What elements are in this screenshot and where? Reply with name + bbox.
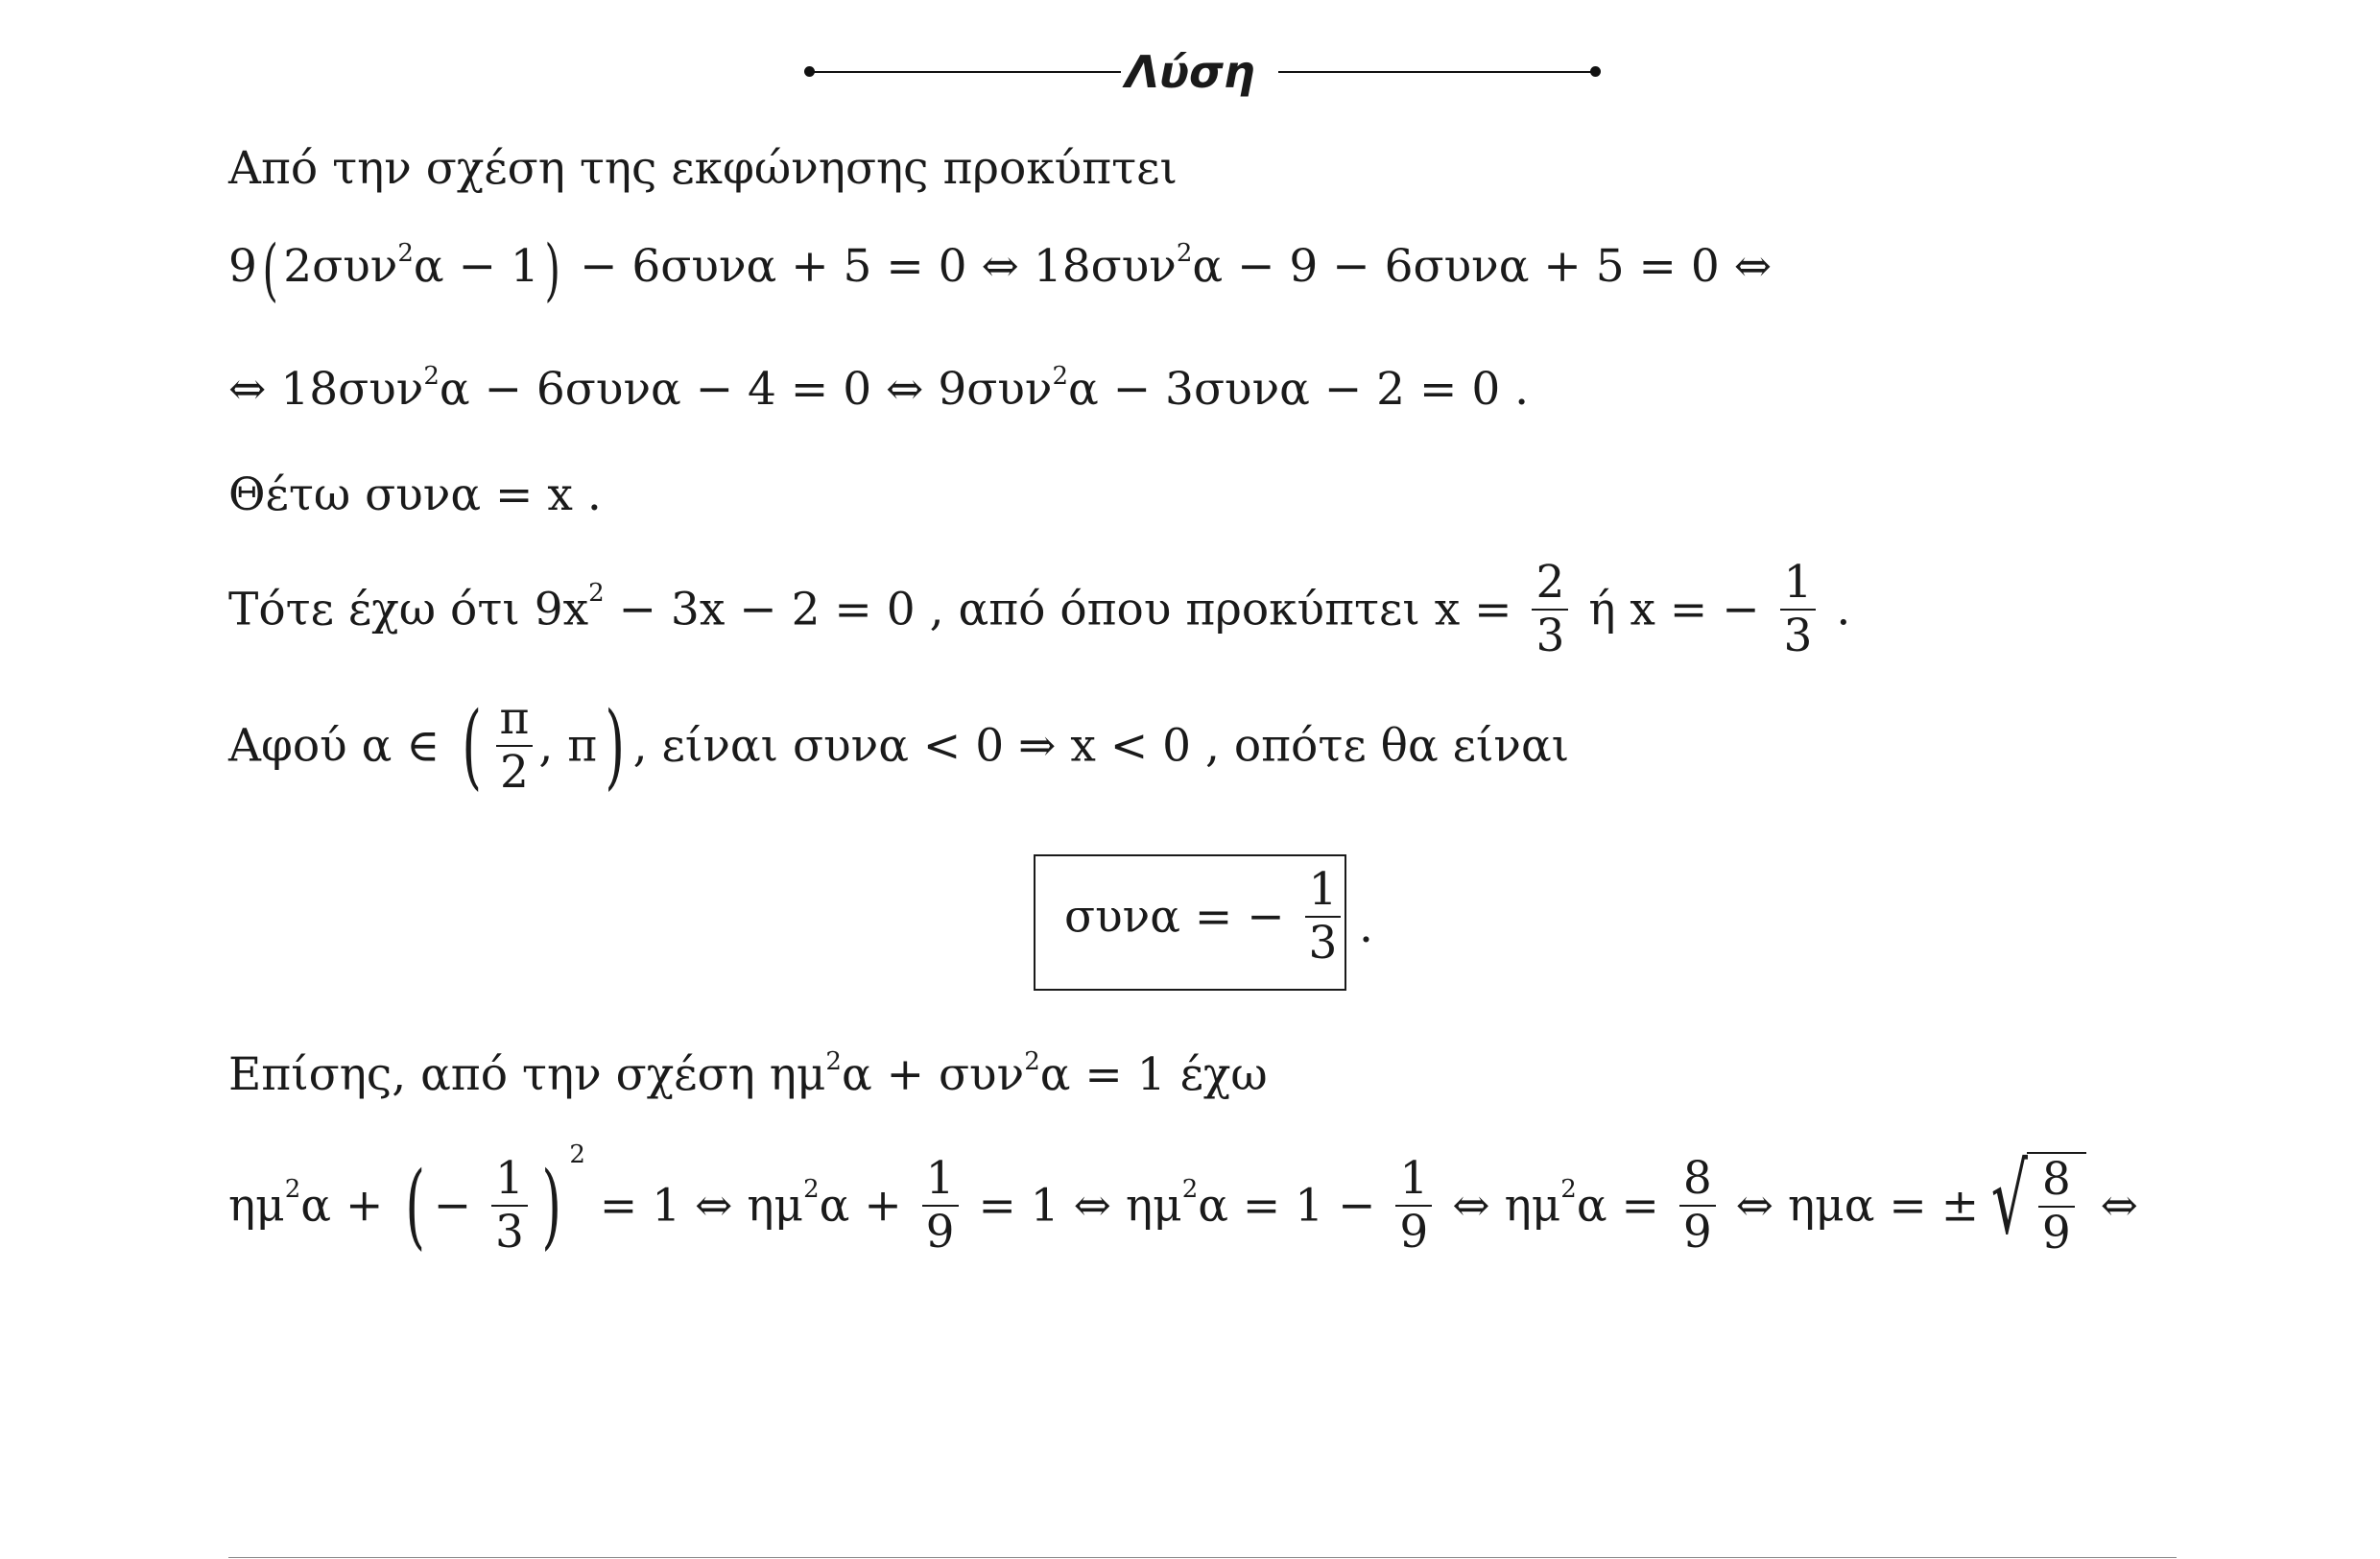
right-paren: ) <box>544 230 560 309</box>
final-frac-8-9: $\frac{8}{9}$ <box>1679 1153 1716 1259</box>
eq1-term2: α − 1 <box>413 240 539 293</box>
identity-b: α + συν <box>841 1048 1025 1101</box>
line-quadratic <box>228 557 1850 662</box>
eq2-exp2: 2 <box>1052 362 1069 392</box>
header-right-line <box>1278 71 1595 73</box>
boxed-period: . <box>1359 900 1373 953</box>
line-equation-1 <box>228 230 1772 309</box>
square-root <box>1979 1143 2086 1260</box>
boxed-result <box>1034 854 1346 991</box>
final-left-paren: ( <box>405 1152 426 1260</box>
eq1-coef: 9 <box>228 240 257 293</box>
eq2-exp1: 2 <box>423 362 440 392</box>
eq1-exp2: 2 <box>1176 239 1193 269</box>
eq1-exp: 2 <box>397 239 414 269</box>
eq2-c: α − 3συνα − 2 = 0 . <box>1068 363 1530 416</box>
section-header <box>0 38 2380 106</box>
fraction-1-3: $\frac{1}{3}$ <box>1780 557 1817 662</box>
boxed-text: συνα = − <box>1064 890 1299 944</box>
final-frac-1-9-a: $\frac{1}{9}$ <box>922 1153 959 1259</box>
line-intro <box>228 142 1178 195</box>
sqrt-frac-8-9: $\frac{8}{9}$ <box>2038 1154 2075 1259</box>
line-substitution <box>228 468 602 521</box>
quad-a: Τότε έχω ότι 9x <box>228 583 589 636</box>
eq1-term: 2συν <box>283 240 398 293</box>
identity-a: Επίσης, από την σχέση ημ <box>228 1048 826 1101</box>
line-equation-2 <box>228 363 1529 416</box>
fraction-pi-2: $\frac{\pi}{2}$ <box>496 693 534 799</box>
quad-end: . <box>1821 583 1851 636</box>
final-right-paren: ) <box>541 1152 561 1260</box>
identity-c: α = 1 έχω <box>1039 1048 1268 1101</box>
left-paren: ( <box>262 230 278 309</box>
eq1-rest: − 6συνα + 5 = 0 ⇔ 18συν <box>565 240 1177 293</box>
big-right-paren: ) <box>605 692 626 801</box>
big-left-paren: ( <box>462 692 483 801</box>
eq2-a: ⇔ 18συν <box>228 363 424 416</box>
domain-pi: , π <box>538 719 598 773</box>
intro-text: Από την σχέση της εκφώνησης προκύπτει <box>228 142 1178 195</box>
line-identity: Επίσης, από την σχέση $\eta\mu^2\alpha + \sigma\upsilon\nu^2\alpha = 1$ έχω <box>228 1047 1268 1101</box>
line-final: $\eta\mu^2\alpha$ + ( − $\frac{1}{3}$ ) $^2$ = 1 ⇔ $\eta\mu^2\alpha$ + $\frac{1}{9}$ = 1 ⇔ $\eta\mu^2\alpha = 1$ − $\frac{1}{9}$ ⇔ $\eta\mu^2\alpha$ = $\frac{8}{9}$ ⇔ ημα = ± √ $\frac{8}{9}$ ⇔ <box>228 1140 2139 1260</box>
final-frac-1-3: $\frac{1}{3}$ <box>491 1153 528 1259</box>
quad-exp: 2 <box>588 579 605 609</box>
quad-or: ή x = − <box>1574 583 1774 636</box>
header-right-dot <box>1590 66 1601 77</box>
domain-b: , είναι συνα < 0 ⇒ x < 0 , οπότε θα είναι <box>632 719 1570 773</box>
header-title: Λύση <box>1125 46 1255 98</box>
substitution-text: Θέτω συνα = x . <box>228 468 602 521</box>
final-frac-1-9-b: $\frac{1}{9}$ <box>1395 1153 1432 1259</box>
header-left-line <box>809 71 1121 73</box>
eq1-end: α − 9 − 6συνα + 5 = 0 ⇔ <box>1192 240 1773 293</box>
boxed-fraction: $\frac{1}{3}$ <box>1305 864 1342 970</box>
line-domain <box>228 693 1569 799</box>
radical-sign: √ <box>1990 1143 2029 1256</box>
fraction-2-3: $\frac{2}{3}$ <box>1532 557 1568 662</box>
eq2-b: α − 6συνα − 4 = 0 ⇔ 9συν <box>439 363 1053 416</box>
quad-b: − 3x − 2 = 0 , από όπου προκύπτει x = <box>604 583 1527 636</box>
domain-a: Αφού α ∈ <box>228 719 455 773</box>
bottom-rule <box>228 1557 2177 1558</box>
